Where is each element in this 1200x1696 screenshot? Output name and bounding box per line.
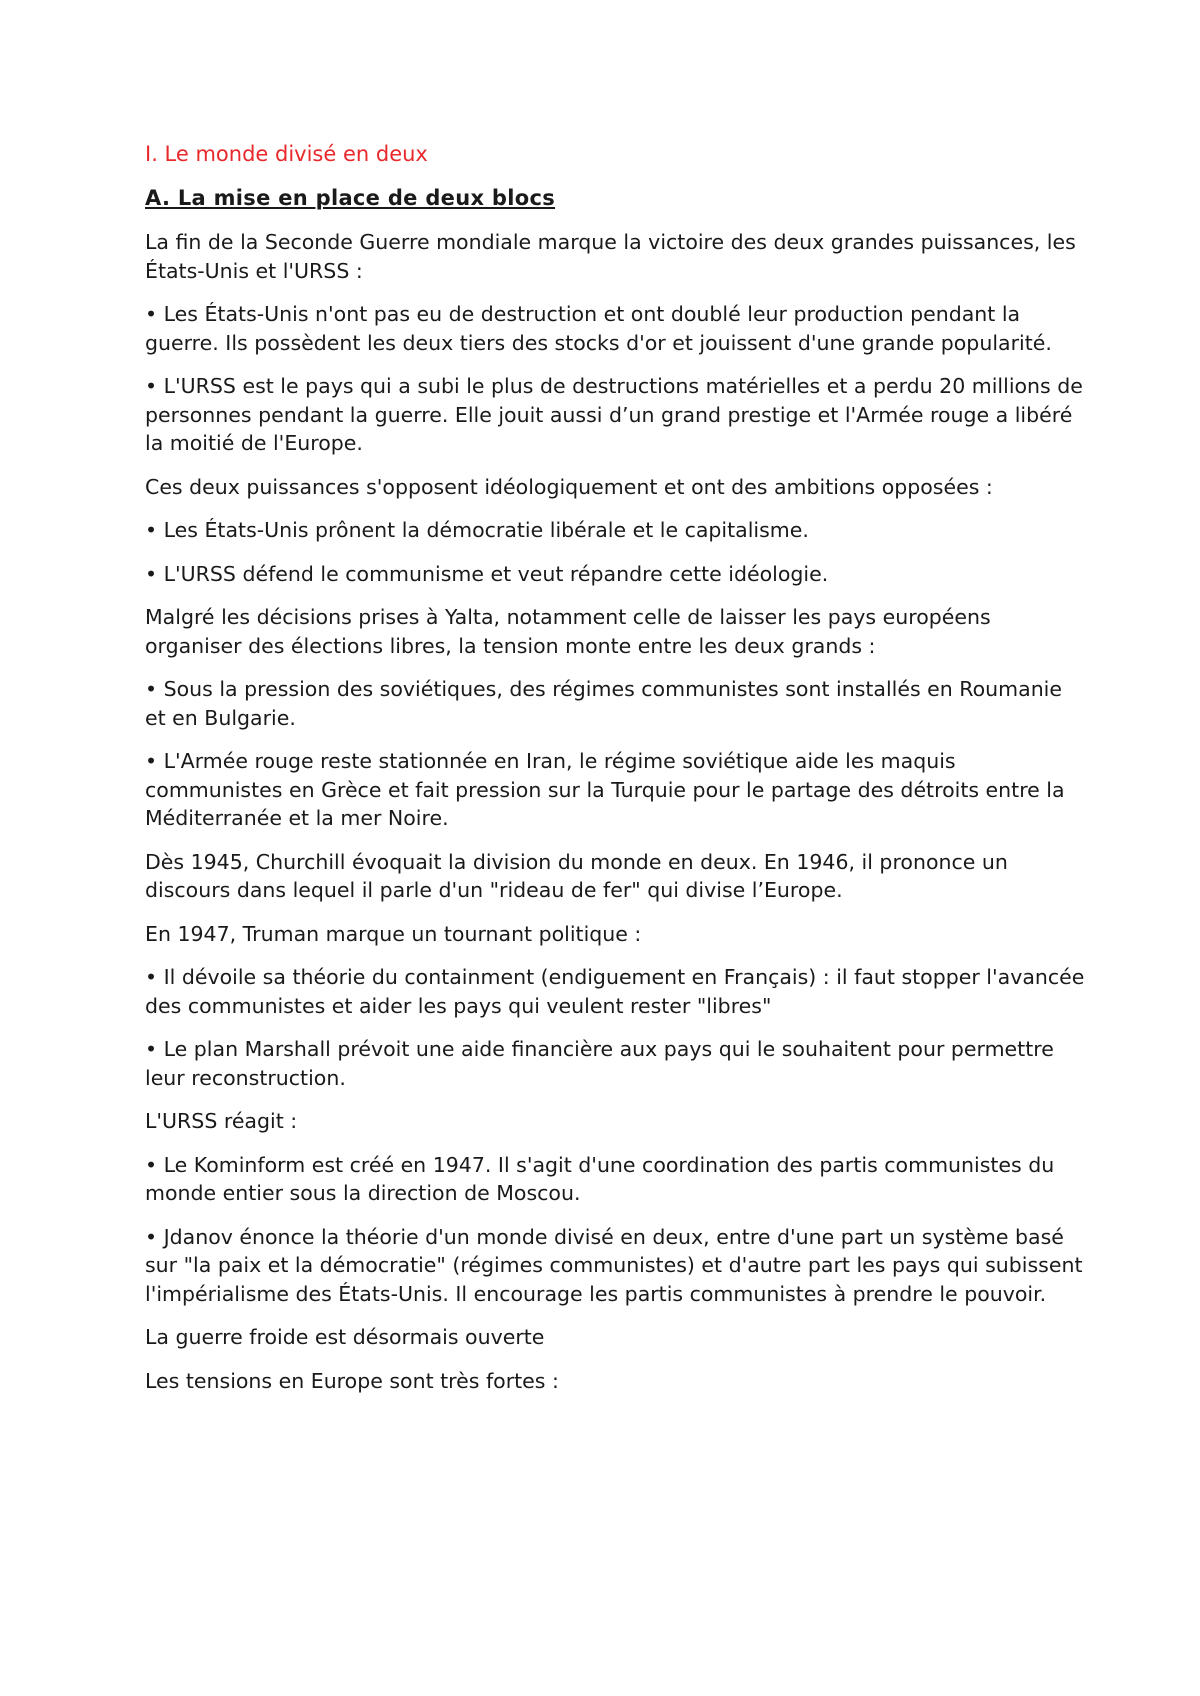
paragraph: En 1947, Truman marque un tournant politique : [145, 921, 642, 946]
subsection-title: A. La mise en place de deux blocs [145, 186, 556, 210]
bullet-paragraph: • Jdanov énonce la théorie d'un monde divisé en deux, entre d'une part un système basé sur "la paix et la démocratie" (régimes communistes) et d'autre part les pays qui subissent l'impérialisme des États-Unis. Il encourage les partis communistes à prendre le pouvoir. [145, 1224, 1083, 1306]
bullet-paragraph: • Les États-Unis n'ont pas eu de destruction et ont doublé leur production pendant la guerre. Ils possèdent les deux tiers des stocks d'or et jouissent d'une grande popularité. [145, 302, 1052, 355]
bullet-paragraph: • Le Kominform est créé en 1947. Il s'agit d'une coordination des partis communistes du monde entier sous la direction de Moscou. [145, 1152, 1055, 1205]
document-page [145, 140, 1085, 1410]
bullet-paragraph: • Le plan Marshall prévoit une aide financière aux pays qui le souhaitent pour permettre leur reconstruction. [145, 1037, 1054, 1090]
bullet-paragraph: • L'URSS est le pays qui a subi le plus de destructions matérielles et a perdu 20 millions de personnes pendant la guerre. Elle jouit aussi d’un grand prestige et l'Armée rouge a libéré la moitié de l'Europe. [145, 374, 1083, 455]
paragraph: L'URSS réagit : [145, 1109, 298, 1133]
paragraph: Dès 1945, Churchill évoquait la division du monde en deux. En 1946, il prononce un discours dans lequel il parle d'un "rideau de fer" qui divise l’Europe. [145, 849, 1008, 902]
bullet-paragraph: • Il dévoile sa théorie du containment (endiguement en Français) : il faut stopper l'avancée des communistes et aider les pays qui veulent rester "libres" [145, 965, 1085, 1018]
section-title: I. Le monde divisé en deux [145, 142, 428, 166]
bullet-paragraph: • Sous la pression des soviétiques, des régimes communistes sont installés en Roumanie et en Bulgarie. [145, 677, 1062, 730]
paragraph: Les tensions en Europe sont très fortes : [145, 1368, 559, 1393]
paragraph: La fin de la Seconde Guerre mondiale marque la victoire des deux grandes puissances, les États-Unis et l'URSS : [145, 230, 1076, 283]
bullet-paragraph: • L'Armée rouge reste stationnée en Iran, le régime soviétique aide les maquis communistes en Grèce et fait pression sur la Turquie pour le partage des détroits entre la Méditerranée et la mer Noire. [145, 749, 1065, 830]
paragraph: Ces deux puissances s'opposent idéologiquement et ont des ambitions opposées : [145, 474, 993, 499]
bullet-paragraph: • Les États-Unis prônent la démocratie libérale et le capitalisme. [145, 518, 809, 542]
paragraph: La guerre froide est désormais ouverte [145, 1325, 545, 1349]
bullet-paragraph: • L'URSS défend le communisme et veut répandre cette idéologie. [145, 561, 829, 586]
paragraph: Malgré les décisions prises à Yalta, notamment celle de laisser les pays européens organiser des élections libres, la tension monte entre les deux grands : [145, 605, 991, 658]
